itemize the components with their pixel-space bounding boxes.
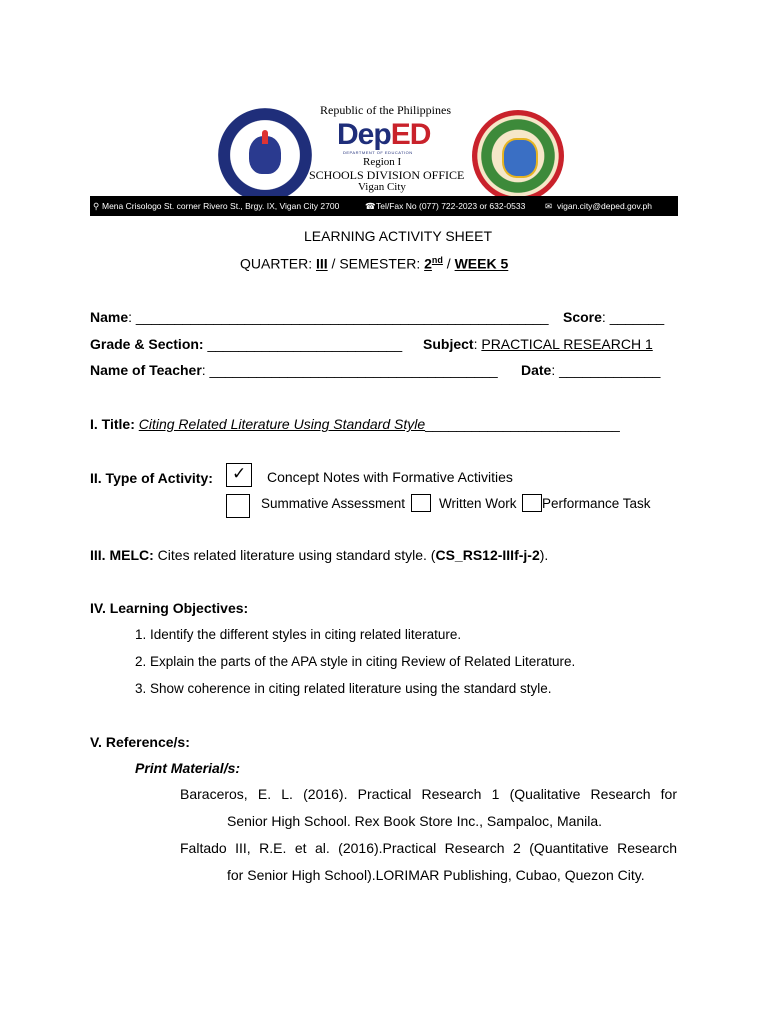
objective-item: 3. Show coherence in citing related literature using the standard style. bbox=[135, 681, 552, 696]
concept-notes-checkbox[interactable] bbox=[226, 463, 252, 487]
quarter-label: QUARTER: bbox=[240, 255, 316, 272]
seal-torch-icon bbox=[262, 130, 268, 144]
summative-assessment-checkbox[interactable] bbox=[226, 494, 250, 518]
objective-item: 1. Identify the different styles in citing related literature. bbox=[135, 627, 462, 642]
office-text: SCHOOLS DIVISION OFFICE bbox=[309, 168, 465, 182]
objectives-label: IV. Learning Objectives: bbox=[90, 600, 249, 616]
quarter-value: III bbox=[315, 255, 328, 272]
semester-label: / SEMESTER: bbox=[327, 255, 425, 272]
subject-value: PRACTICAL RESEARCH 1 bbox=[481, 336, 653, 352]
score-field[interactable] bbox=[563, 309, 664, 325]
melc-label: III. MELC: bbox=[90, 547, 154, 563]
division-seal-core-icon bbox=[502, 138, 538, 178]
week-separator: / bbox=[442, 255, 455, 272]
melc-code: CS_RS12-IIIf-j-2 bbox=[435, 547, 540, 563]
performance-task-checkbox[interactable] bbox=[522, 494, 542, 512]
reference-line: for Senior High School).LORIMAR Publishing, Cubao, Quezon City. bbox=[227, 867, 645, 883]
name-line: : _____________________________________________________ bbox=[128, 309, 549, 325]
contact-bar bbox=[90, 196, 678, 216]
objective-item: 2. Explain the parts of the APA style in citing Review of Related Literature. bbox=[135, 654, 576, 669]
email-icon: ✉ bbox=[545, 201, 553, 211]
grade-section-field[interactable] bbox=[90, 336, 402, 352]
quarter-semester-line bbox=[240, 255, 508, 272]
references-label: V. Reference/s: bbox=[90, 734, 190, 750]
republic-text: Republic of the Philippines bbox=[320, 103, 451, 117]
title-section-trail: _________________________ bbox=[425, 416, 620, 432]
date-field[interactable] bbox=[521, 362, 660, 378]
name-label: Name bbox=[90, 309, 129, 325]
division-seal-logo bbox=[472, 110, 564, 202]
deped-logo-subtitle: DEPARTMENT OF EDUCATION bbox=[343, 150, 413, 155]
semester-value: 2 bbox=[424, 255, 432, 272]
grade-label: Grade & Section: bbox=[90, 336, 208, 352]
deped-logo-ed: ED bbox=[390, 118, 431, 151]
sheet-title: LEARNING ACTIVITY SHEET bbox=[304, 228, 493, 244]
name-field[interactable] bbox=[90, 309, 549, 325]
summative-assessment-label: Summative Assessment bbox=[261, 496, 406, 511]
title-section-label: I. Title: bbox=[90, 416, 139, 432]
melc-section bbox=[90, 547, 548, 563]
reference-line: Baraceros, E. L. (2016). Practical Research 1 (Qualitative Research for bbox=[180, 786, 677, 802]
reference-line: Senior High School. Rex Book Store Inc., Sampaloc, Manila. bbox=[227, 813, 603, 829]
print-materials-label: Print Material/s: bbox=[135, 760, 241, 776]
written-work-label: Written Work bbox=[439, 496, 517, 511]
melc-text: Cites related literature using standard style. ( bbox=[153, 547, 436, 563]
score-line: : _______ bbox=[601, 309, 665, 325]
title-section bbox=[90, 416, 620, 432]
performance-task-label: Performance Task bbox=[542, 496, 651, 511]
activity-type-label: II. Type of Activity: bbox=[90, 470, 213, 486]
phone-fax-icon: ☎ bbox=[365, 201, 376, 211]
date-line: : _____________ bbox=[551, 362, 661, 378]
title-section-value: Citing Related Literature Using Standard Style bbox=[138, 416, 426, 432]
score-label: Score bbox=[563, 309, 602, 325]
deped-logo-dep: Dep bbox=[337, 118, 391, 151]
teacher-label: Name of Teacher bbox=[90, 362, 202, 378]
address-text: Mena Crisologo St. corner Rivero St., Brgy. IX, Vigan City 2700 bbox=[102, 201, 340, 211]
city-text: Vigan City bbox=[358, 181, 406, 193]
subject-field bbox=[423, 336, 653, 352]
deped-seal-logo bbox=[218, 108, 312, 202]
week-value: WEEK 5 bbox=[454, 255, 509, 272]
semester-suffix: nd bbox=[431, 255, 443, 265]
telfax-text: Tel/Fax No (077) 722-2023 or 632-0533 bbox=[376, 201, 526, 211]
melc-close: ). bbox=[539, 547, 549, 563]
written-work-checkbox[interactable] bbox=[411, 494, 431, 512]
location-pin-icon: ⚲ bbox=[93, 201, 100, 211]
region-text: Region I bbox=[363, 156, 402, 168]
subject-colon: : bbox=[473, 336, 482, 352]
teacher-field[interactable] bbox=[90, 362, 498, 378]
reference-line: Faltado III, R.E. et al. (2016).Practical Research 2 (Quantitative Research bbox=[180, 840, 677, 856]
reference-item bbox=[180, 835, 677, 889]
grade-line: _________________________ bbox=[207, 336, 403, 352]
date-label: Date bbox=[521, 362, 552, 378]
email-text: vigan.city@deped.gov.ph bbox=[557, 201, 652, 211]
deped-logo bbox=[337, 118, 430, 152]
check-mark-icon: ✓ bbox=[232, 464, 247, 484]
subject-label: Subject bbox=[423, 336, 474, 352]
concept-notes-label: Concept Notes with Formative Activities bbox=[267, 469, 513, 485]
reference-item bbox=[180, 781, 677, 835]
teacher-line: : _____________________________________ bbox=[201, 362, 498, 378]
